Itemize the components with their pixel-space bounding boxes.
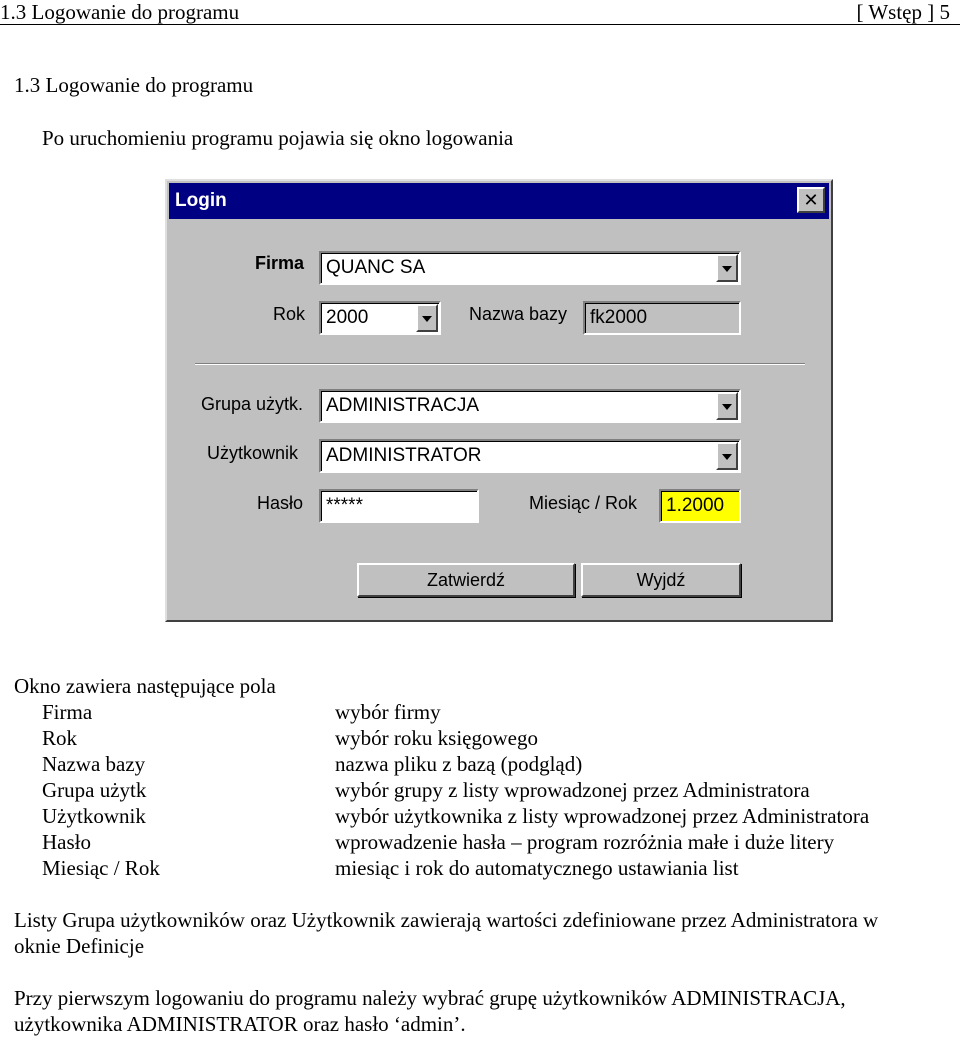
fields-intro: Okno zawiera następujące pola: [14, 674, 276, 698]
running-header-title: 1.3 Logowanie do programu: [0, 0, 240, 24]
field-name: Firma: [42, 700, 93, 724]
paragraph-1-line-2: oknie Definicje: [14, 934, 145, 958]
haslo-value: *****: [326, 495, 363, 516]
field-name: Grupa użytk: [42, 778, 147, 802]
header-rule: [0, 24, 960, 25]
rok-dropdown-icon[interactable]: [416, 304, 438, 332]
firma-value: QUANC SA: [326, 257, 426, 278]
uzytkownik-label: Użytkownik: [207, 443, 299, 463]
rok-value: 2000: [326, 307, 369, 328]
firma-select[interactable]: [319, 251, 741, 285]
field-desc: wybór użytkownika z listy wprowadzonej przez Administratora: [335, 804, 870, 828]
intro-text: Po uruchomieniu programu pojawia się okno logowania: [42, 126, 514, 150]
field-desc: wybór firmy: [335, 700, 441, 724]
miesiac-label: Miesiąc / Rok: [529, 493, 638, 513]
close-button[interactable]: ✕: [797, 187, 825, 213]
miesiac-value: 1.2000: [666, 495, 725, 516]
dialog-title: Login: [175, 190, 227, 211]
separator: [195, 363, 805, 365]
field-desc: nazwa pliku z bazą (podgląd): [335, 752, 583, 776]
haslo-input[interactable]: [319, 489, 479, 523]
field-name: Miesiąc / Rok: [42, 856, 160, 880]
rok-label: Rok: [273, 304, 306, 324]
nazwa-bazy-field: [583, 301, 741, 335]
field-name: Rok: [42, 726, 78, 750]
miesiac-input[interactable]: [659, 489, 741, 523]
dialog-titlebar: [169, 183, 829, 219]
field-desc: wprowadzenie hasła – program rozróżnia małe i duże litery: [335, 830, 835, 854]
firma-label: Firma: [255, 253, 305, 273]
field-name: Nazwa bazy: [42, 752, 146, 776]
paragraph-2-line-2: użytkownika ADMINISTRATOR oraz hasło ‘admin’.: [14, 1012, 466, 1036]
field-desc: wybór grupy z listy wprowadzonej przez Administratora: [335, 778, 810, 802]
grupa-value: ADMINISTRACJA: [326, 395, 480, 416]
section-title: 1.3 Logowanie do programu: [14, 73, 254, 97]
firma-dropdown-icon[interactable]: [716, 254, 738, 282]
uzytkownik-value: ADMINISTRATOR: [326, 445, 482, 466]
zatwierdz-button[interactable]: Zatwierdź: [357, 563, 575, 597]
paragraph-1-line-1: Listy Grupa użytkowników oraz Użytkownik zawierają wartości zdefiniowane przez Administratora w: [14, 908, 879, 932]
field-name: Użytkownik: [42, 804, 146, 828]
grupa-select[interactable]: [319, 389, 741, 423]
nazwa-bazy-value: fk2000: [590, 307, 648, 328]
field-desc: wybór roku księgowego: [335, 726, 538, 750]
grupa-label: Grupa użytk.: [201, 394, 304, 414]
uzytkownik-dropdown-icon[interactable]: [716, 442, 738, 470]
running-header-page: [ Wstęp ] 5: [856, 0, 950, 24]
rok-select[interactable]: [319, 301, 441, 335]
uzytkownik-select[interactable]: [319, 439, 741, 473]
login-dialog: [165, 179, 833, 622]
nazwa-bazy-label: Nazwa bazy: [469, 304, 568, 324]
paragraph-2-line-1: Przy pierwszym logowaniu do programu należy wybrać grupę użytkowników ADMINISTRACJA,: [14, 986, 846, 1010]
field-desc: miesiąc i rok do automatycznego ustawiania list: [335, 856, 739, 880]
haslo-label: Hasło: [257, 493, 304, 513]
field-name: Hasło: [42, 830, 91, 854]
wyjdz-button[interactable]: Wyjdź: [581, 563, 741, 597]
grupa-dropdown-icon[interactable]: [716, 392, 738, 420]
